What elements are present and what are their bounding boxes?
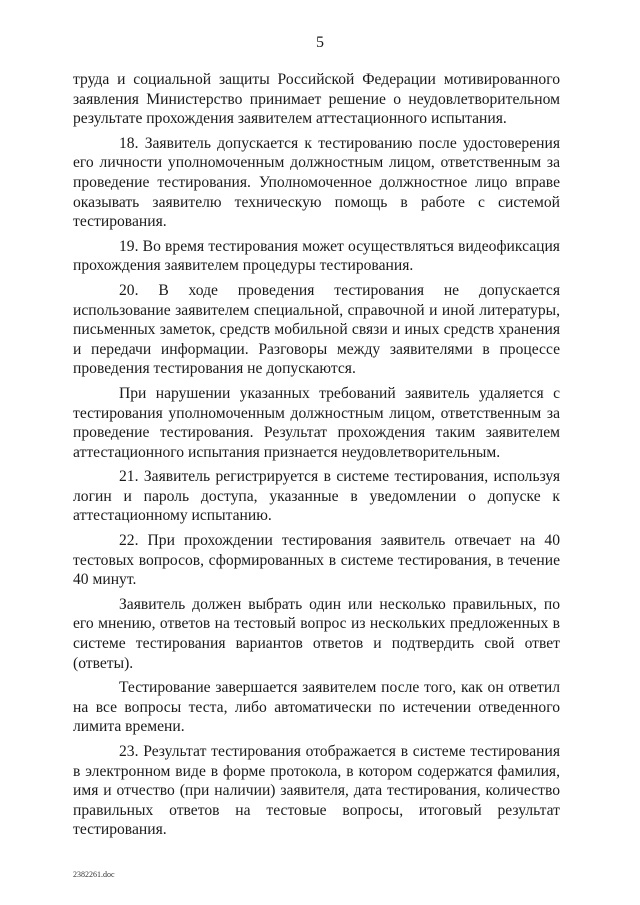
paragraph-21: 21. Заявитель регистрируется в системе тестирования, используя логин и пароль доступа, указанные в уведомлении о допуске к аттестационному испытанию. [73,468,560,525]
page-number: 5 [316,34,324,51]
paragraph-23: 23. Результат тестирования отображается в системе тестирования в электронном виде в форме протокола, в котором содержатся фамилия, имя и отчество (при наличии) заявителя, дата тестирования, количество правильных ответов на тестовые вопросы, итоговый результат тестирования. [73,743,560,839]
paragraph-continuation: труда и социальной защиты Российской Федерации мотивированного заявления Министерство принимает решение о неудовлетворительном результате прохождения заявителем аттестационного испытания. [73,71,560,128]
paragraph-22: 22. При прохождении тестирования заявитель отвечает на 40 тестовых вопросов, сформированных в системе тестирования, в течение 40 минут. [73,532,560,589]
document-body [73,70,560,845]
document-file-reference: 2382261.doc [73,870,115,879]
paragraph-20-violation: При нарушении указанных требований заявитель удаляется с тестирования уполномоченным должностным лицом, ответственным за проведение тестирования. Результат прохождения таким заявителем аттестационного испытания признается неудовлетворительным. [73,384,560,461]
paragraph-20: 20. В ходе проведения тестирования не допускается использование заявителем специальной, справочной и иной литературы, письменных заметок, средств мобильной связи и иных средств хранения и передачи информации. Разговоры между заявителями в процессе проведения тестирования не допускаются. [73,281,560,378]
paragraph-22-answers: Заявитель должен выбрать один или несколько правильных, по его мнению, ответов на тестовый вопрос из нескольких предложенных в системе тестирования вариантов ответов и подтвердить свой ответ (ответы). [73,595,560,672]
paragraph-22-completion: Тестирование завершается заявителем после того, как он ответил на все вопросы теста, либо автоматически по истечении отведенного лимита времени. [73,679,560,736]
paragraph-18: 18. Заявитель допускается к тестированию после удостоверения его личности уполномоченным должностным лицом, ответственным за проведение тестирования. Уполномоченное должностное лицо вправе оказывать заявителю техническую помощь в работе с системой тестирования. [73,134,560,231]
paragraph-19: 19. Во время тестирования может осуществляться видеофиксация прохождения заявителем процедуры тестирования. [73,237,560,275]
